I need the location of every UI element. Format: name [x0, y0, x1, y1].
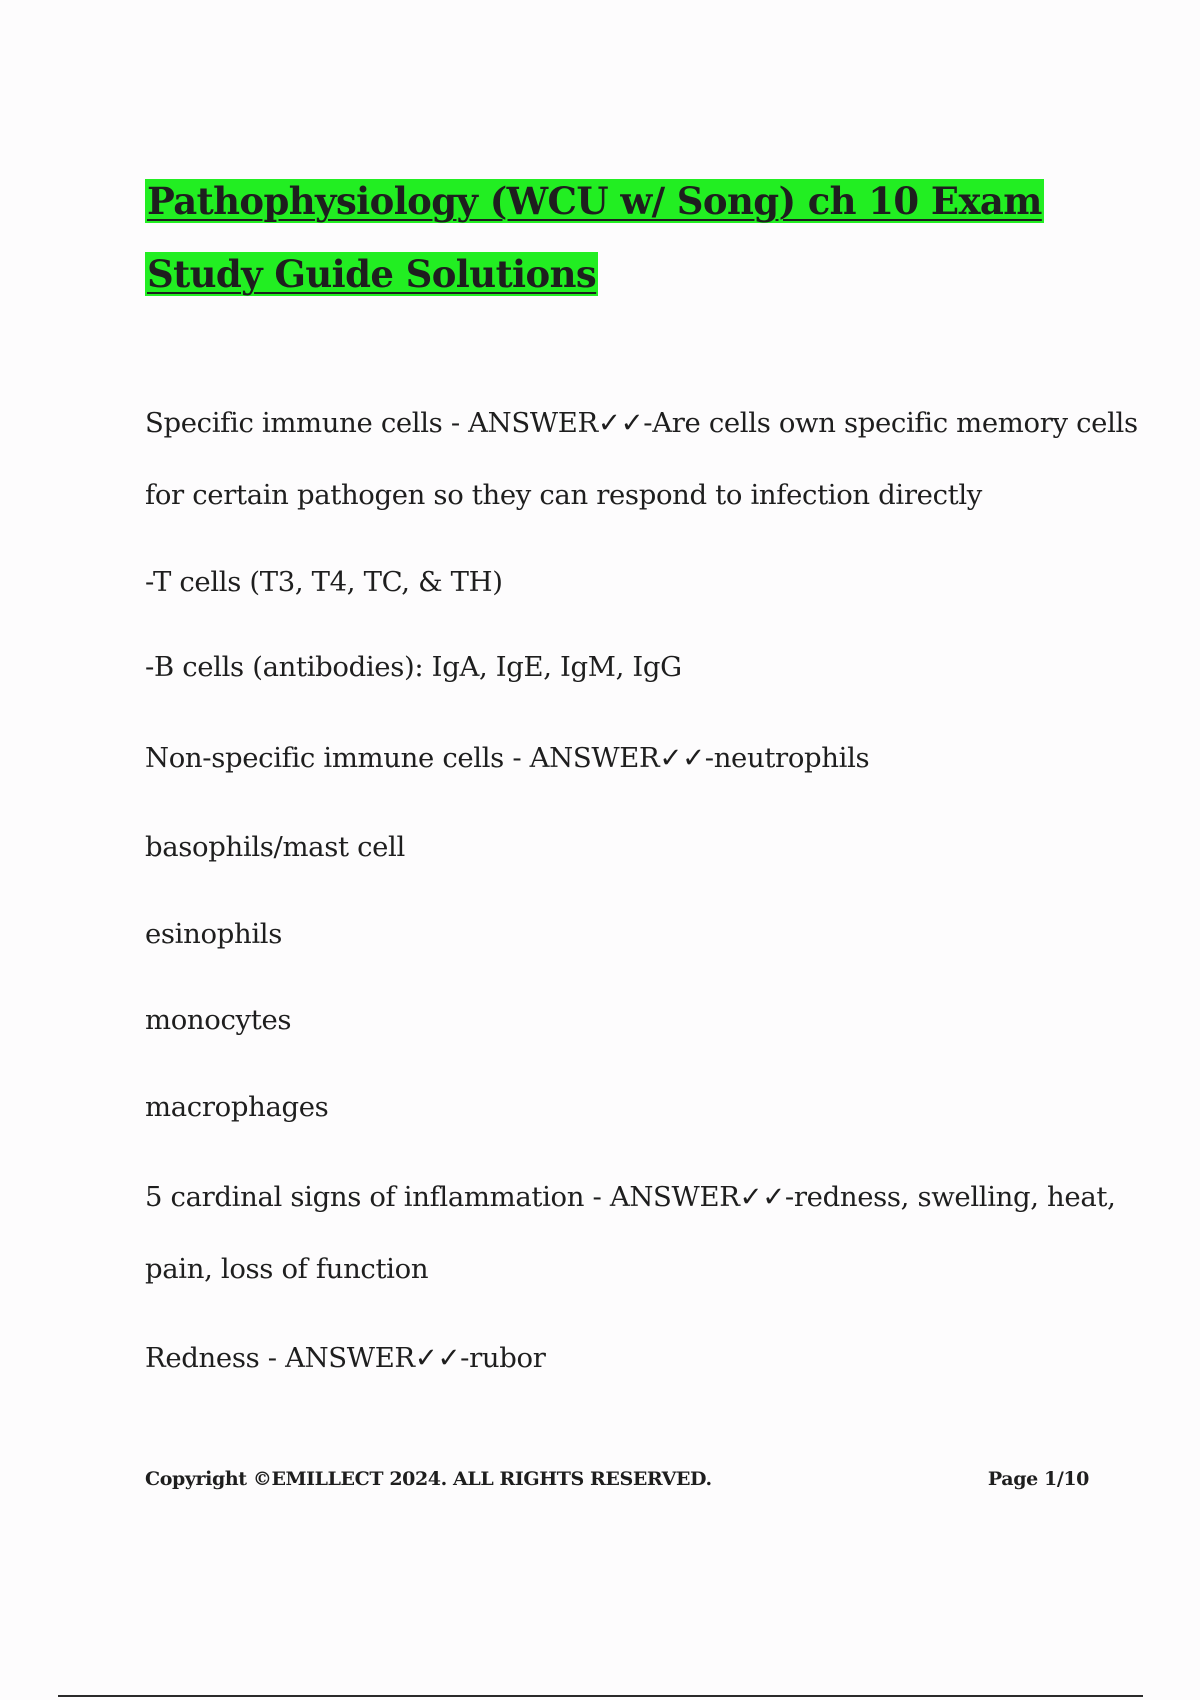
body-line: pain, loss of function [145, 1253, 429, 1285]
body-line: 5 cardinal signs of inflammation - ANSWER✓✓-redness, swelling, heat, [145, 1181, 1116, 1213]
body-line: for certain pathogen so they can respond to infection directly [145, 479, 982, 511]
page-number: Page 1/10 [987, 1468, 1089, 1490]
body-line: Redness - ANSWER✓✓-rubor [145, 1342, 546, 1374]
body-line: -B cells (antibodies): IgA, IgE, IgM, IgG [145, 651, 682, 683]
body-line: esinophils [145, 918, 282, 950]
body-line: basophils/mast cell [145, 831, 405, 863]
document-title [145, 165, 1095, 311]
body-line: -T cells (T3, T4, TC, & TH) [145, 566, 503, 598]
copyright-notice: Copyright ©EMILLECT 2024. ALL RIGHTS RESERVED. [145, 1468, 712, 1490]
title-highlight: Pathophysiology (WCU w/ Song) ch 10 Exam Study Guide Solutions [147, 179, 1042, 296]
body-line: Specific immune cells - ANSWER✓✓-Are cells own specific memory cells [145, 407, 1138, 439]
body-line: Non-specific immune cells - ANSWER✓✓-neutrophils [145, 742, 870, 774]
page-bottom-divider [58, 1695, 1143, 1697]
body-line: macrophages [145, 1091, 329, 1123]
body-line: monocytes [145, 1004, 292, 1036]
